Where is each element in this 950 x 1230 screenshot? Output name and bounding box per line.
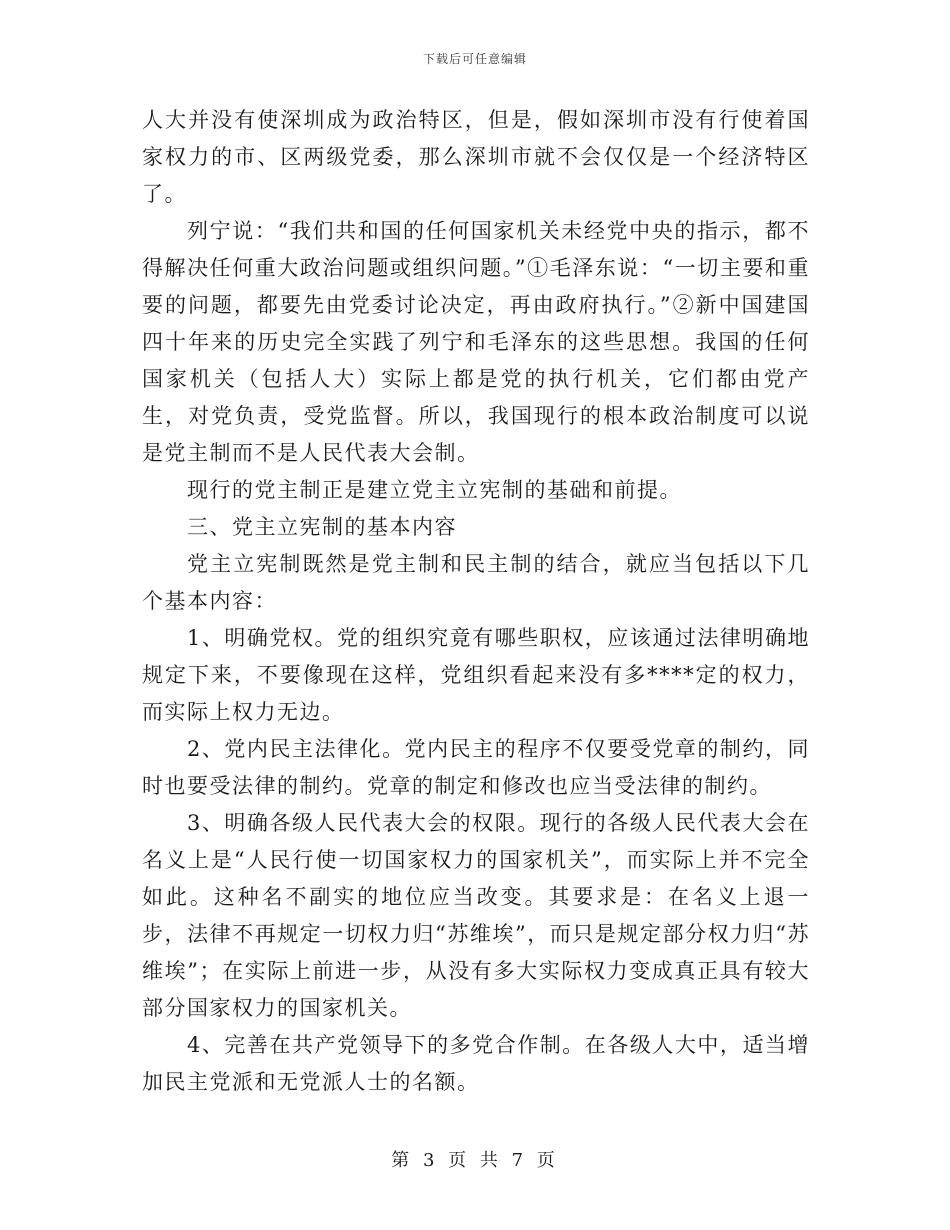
paragraph: 党主立宪制既然是党主制和民主制的结合，就应当包括以下几个基本内容：: [142, 552, 810, 613]
paragraph: 人大并没有使深圳成为政治特区，但是，假如深圳市没有行使着国家权力的市、区两级党委，那么深圳市就不会仅仅是一个经济特区了。: [142, 108, 810, 206]
page-number: 第 3 页 共 7 页: [391, 1150, 559, 1171]
list-item: 2、党内民主法律化。党内民主的程序不仅要受党章的制约，同时也要受法律的制约。党章的制定和修改也应当受法律的制约。: [142, 737, 810, 798]
section-heading: 三、党主立宪制的基本内容: [187, 515, 457, 539]
list-item: 3、明确各级人民代表大会的权限。现行的各级人民代表大会在名义上是“人民行使一切国家权力的国家机关”，而实际上并不完全如此。这种名不副实的地位应当改变。其要求是：在名义上退一步，法律不再规定一切权力归“苏维埃”，而只是规定部分权力归“苏维埃”；在实际上前进一步，从没有多大实际权力变成真正具有较大部分国家权力的国家机关。: [142, 811, 810, 1020]
page-header: 下载后可任意编辑: [422, 52, 527, 66]
list-item: 4、完善在共产党领导下的多党合作制。在各级人大中，适当增加民主党派和无党派人士的名额。: [142, 1033, 810, 1094]
paragraph: 现行的党主制正是建立党主立宪制的基础和前提。: [187, 478, 682, 502]
list-item: 1、明确党权。党的组织究竟有哪些职权，应该通过法律明确地规定下来，不要像现在这样，党组织看起来没有多****定的权力，而实际上权力无边。: [142, 626, 810, 724]
document-body: [142, 102, 810, 1101]
paragraph: 列宁说：“我们共和国的任何国家机关未经党中央的指示，都不得解决任何重大政治问题或组织问题。”①毛泽东说：“一切主要和重要的问题，都要先由党委讨论决定，再由政府执行。”②新中国建国四十年来的历史完全实践了列宁和毛泽东的这些思想。我国的任何国家机关（包括人大）实际上都是党的执行机关，它们都由党产生，对党负责，受党监督。所以，我国现行的根本政治制度可以说是党主制而不是人民代表大会制。: [142, 219, 810, 465]
